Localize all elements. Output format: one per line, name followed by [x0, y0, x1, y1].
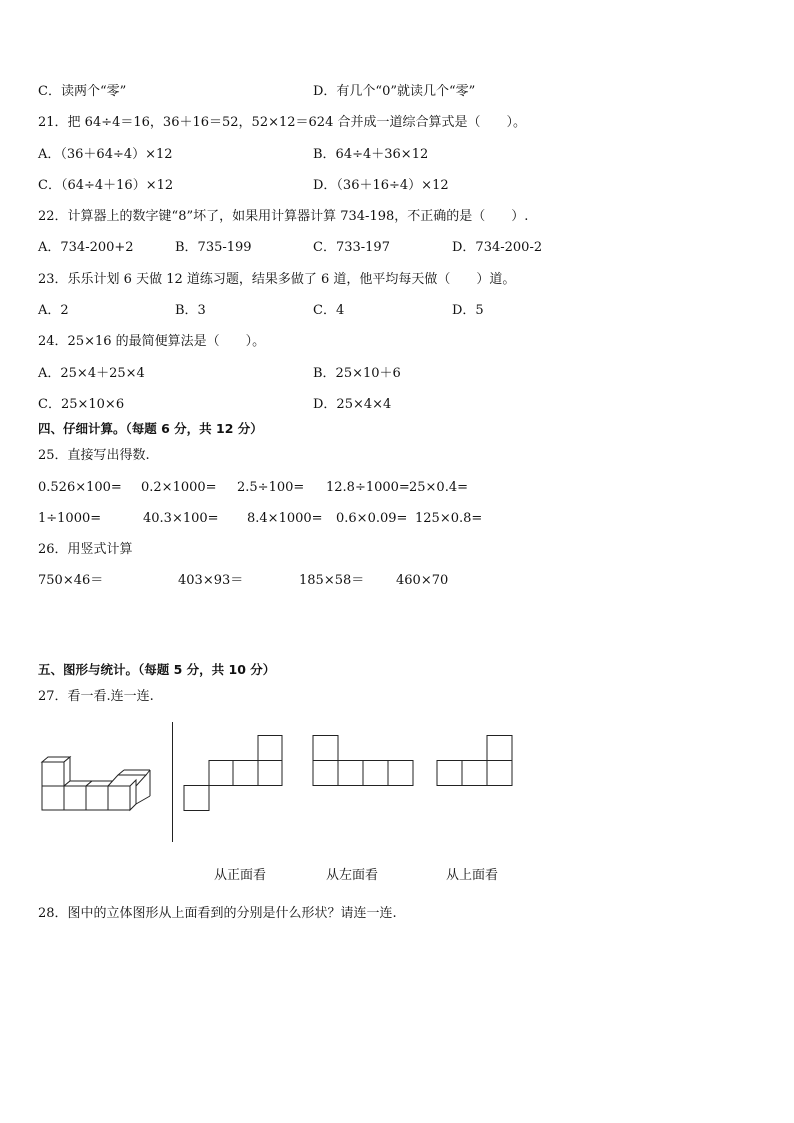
q26-item: 185×58＝	[299, 573, 365, 588]
section-4-heading: 四、仔细计算。（每题 6 分，共 12 分）	[38, 421, 263, 436]
q23-option-d[interactable]: D．5	[452, 303, 484, 318]
q23-option-b[interactable]: B．3	[175, 303, 206, 318]
solid-figure-diagram	[38, 756, 158, 816]
q25-item: 0.526×100=	[38, 480, 122, 495]
q25-item: 2.5÷100=	[237, 480, 305, 495]
q25-item: 25×0.4=	[409, 480, 469, 495]
q21-stem: 21．把 64÷4＝16，36＋16＝52，52×12＝624 合并成一道综合算式是（ ）。	[38, 115, 526, 130]
q26-item: 460×70	[396, 573, 449, 588]
q21-option-c[interactable]: C．（64÷4＋16）×12	[38, 178, 174, 193]
q21-option-d[interactable]: D．（36＋16÷4）×12	[313, 178, 449, 193]
q25-item: 0.6×0.09=	[336, 511, 408, 526]
q25-item: 0.2×1000=	[141, 480, 217, 495]
q21-option-a[interactable]: A．（36＋64÷4）×12	[38, 147, 173, 162]
q24-option-d[interactable]: D．25×4×4	[313, 397, 392, 412]
section-5-heading: 五、图形与统计。（每题 5 分，共 10 分）	[38, 662, 276, 677]
label-top-view[interactable]: 从上面看	[446, 868, 499, 883]
q23-stem: 23．乐乐计划 6 天做 12 道练习题，结果多做了 6 道，他平均每天做（ ）道。	[38, 272, 516, 287]
q25-item: 8.4×1000=	[247, 511, 323, 526]
q21-option-b[interactable]: B．64÷4＋36×12	[313, 147, 429, 162]
q26-item: 750×46＝	[38, 573, 104, 588]
label-left-view[interactable]: 从左面看	[326, 868, 379, 883]
q20-option-d[interactable]: D．有几个“0”就读几个“零”	[313, 84, 476, 99]
q24-option-c[interactable]: C．25×10×6	[38, 397, 125, 412]
q24-option-b[interactable]: B．25×10＋6	[313, 366, 401, 381]
q25-item: 40.3×100=	[143, 511, 219, 526]
view-option-2[interactable]	[312, 735, 414, 787]
q26-item: 403×93＝	[178, 573, 244, 588]
q24-stem: 24．25×16 的最简便算法是（ ）。	[38, 334, 266, 349]
q22-option-c[interactable]: C．733-197	[313, 240, 390, 255]
q28-stem: 28．图中的立体图形从上面看到的分别是什么形状？请连一连.	[38, 906, 397, 921]
view-option-1[interactable]	[183, 735, 283, 811]
label-front-view[interactable]: 从正面看	[214, 868, 267, 883]
q23-option-c[interactable]: C．4	[313, 303, 345, 318]
view-option-3[interactable]	[436, 735, 514, 787]
q22-option-a[interactable]: A．734-200+2	[38, 240, 134, 255]
q25-stem: 25．直接写出得数.	[38, 448, 150, 463]
q26-stem: 26．用竖式计算	[38, 542, 133, 557]
q24-option-a[interactable]: A．25×4＋25×4	[38, 366, 145, 381]
q22-option-b[interactable]: B．735-199	[175, 240, 252, 255]
vertical-divider	[172, 722, 173, 842]
q23-option-a[interactable]: A．2	[38, 303, 69, 318]
q25-item: 12.8÷1000=	[326, 480, 410, 495]
q22-stem: 22．计算器上的数字键“8”坏了，如果用计算器计算 734-198，不正确的是（ ）.	[38, 209, 529, 224]
q27-stem: 27．看一看.连一连.	[38, 689, 154, 704]
q25-item: 1÷1000=	[38, 511, 102, 526]
q20-option-c[interactable]: C．读两个“零”	[38, 84, 127, 99]
q22-option-d[interactable]: D．734-200-2	[452, 240, 543, 255]
q25-item: 125×0.8=	[415, 511, 483, 526]
